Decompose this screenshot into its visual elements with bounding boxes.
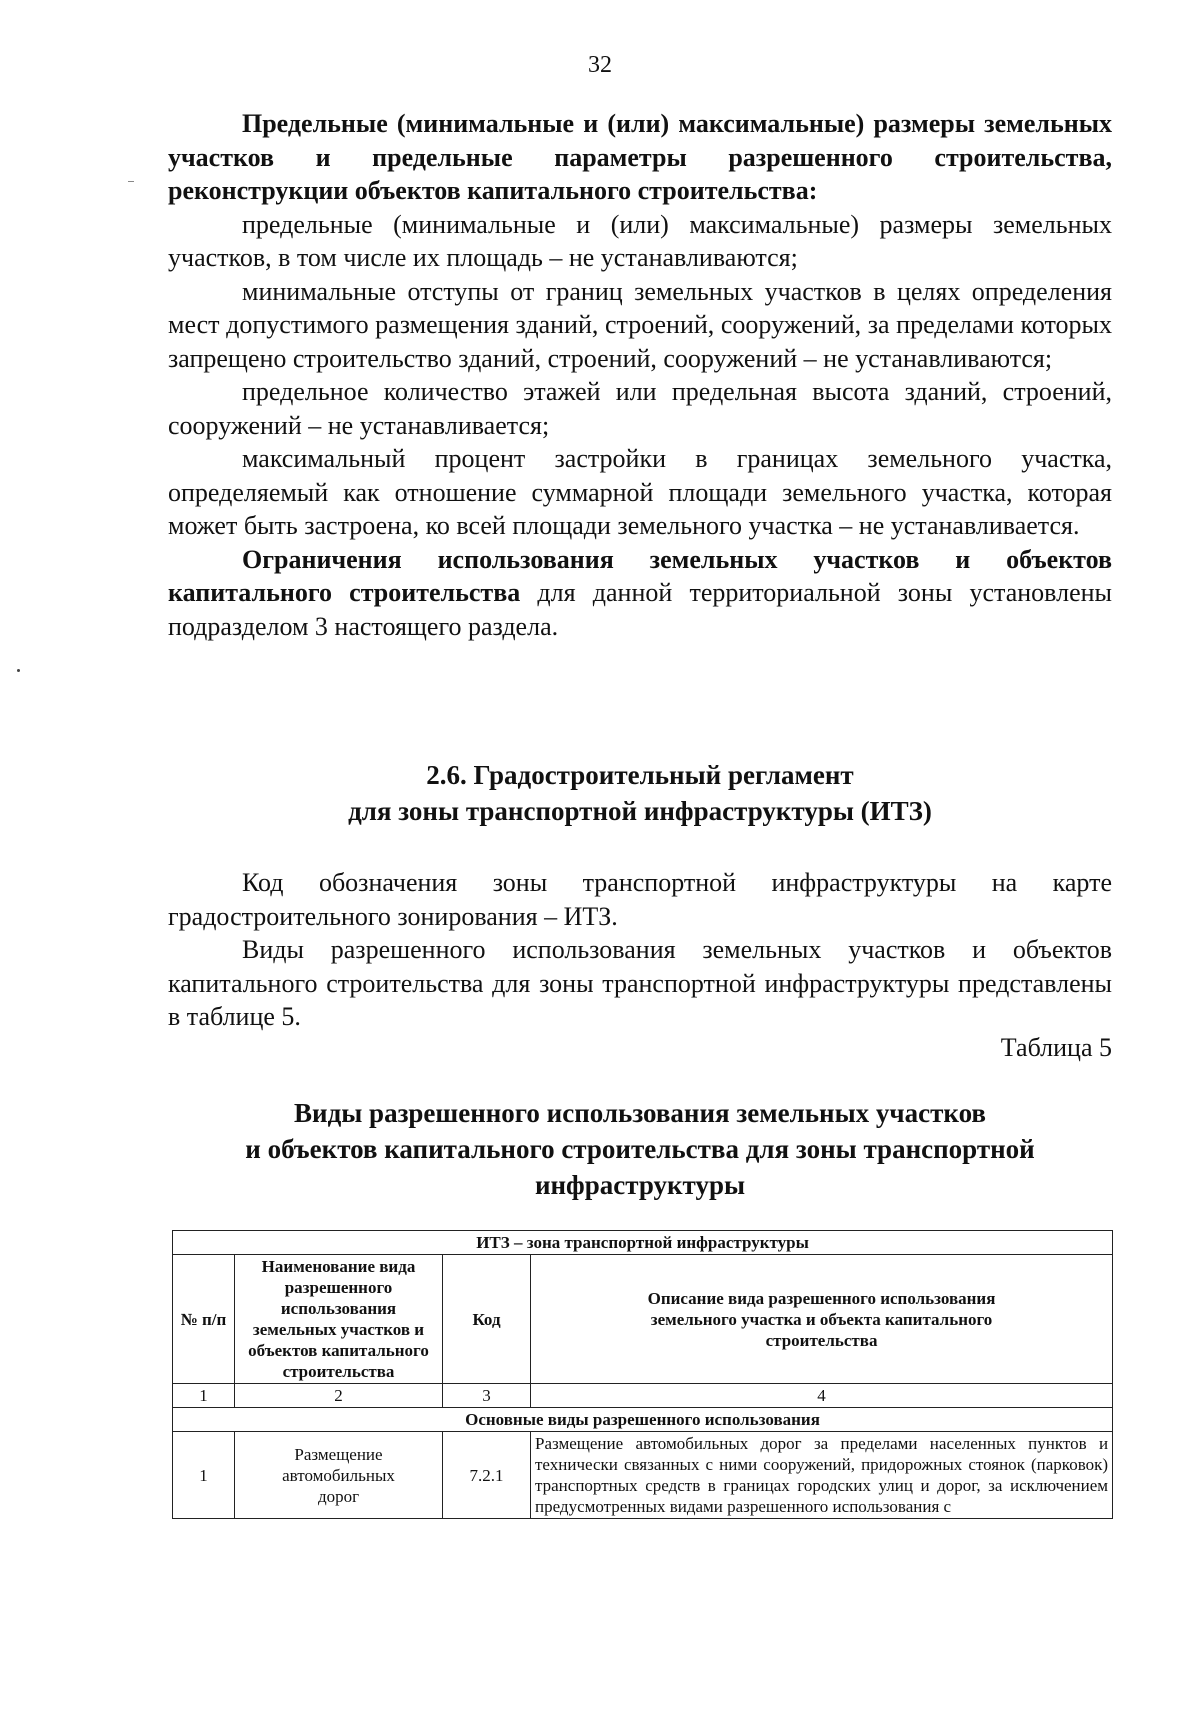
- table-title-line2: и объектов капитального строительства для зоны транспортной: [245, 1134, 1035, 1164]
- row-num: 1: [173, 1432, 235, 1519]
- col-number-1: 1: [173, 1384, 235, 1408]
- scan-artifact-tick: [128, 181, 134, 182]
- row-name: Размещение автомобильных дорог: [235, 1432, 443, 1519]
- table-column-number-row: [173, 1384, 1113, 1408]
- col-header-description: Описание вида разрешенного использования земельного участка и объекта капитального строительства: [531, 1255, 1113, 1384]
- table-title-line3: инфраструктуры: [534, 1170, 746, 1200]
- intro-block: [168, 866, 1112, 1034]
- land-use-table: [172, 1230, 1113, 1519]
- section-heading: [168, 757, 1112, 829]
- table-zone-header-row: [173, 1231, 1113, 1255]
- col-header-code: Код: [443, 1255, 531, 1384]
- table-title-line1: Виды разрешенного использования земельных участков: [294, 1098, 986, 1128]
- paragraph-setbacks: минимальные отступы от границ земельных участков в целях определения мест допустимого размещения зданий, строений, сооружений, за пределами которых запрещено строительство зданий, строений, сооружений – не устанавливаются;: [168, 276, 1112, 373]
- page-number: 32: [588, 52, 612, 78]
- col-header-num: № п/п: [173, 1255, 235, 1384]
- paragraph-floors: предельное количество этажей или предельная высота зданий, строений, сооружений – не устанавливается;: [168, 377, 1112, 440]
- restrictions-bold-text: Ограничения использования земельных участков и объектов капитального строительства: [168, 544, 1112, 607]
- restrictions-text: для данной территориальной зоны установлены подразделом 3 настоящего раздела.: [168, 578, 1112, 641]
- table-column-header-row: [173, 1255, 1113, 1384]
- table-label: Таблица 5: [1000, 1033, 1112, 1062]
- paragraph-zone-code: Код обозначения зоны транспортной инфраструктуры на карте градостроительного зонирования – ИТЗ.: [168, 868, 1112, 931]
- row-code: 7.2.1: [443, 1432, 531, 1519]
- paragraph-parameters-heading: Предельные (минимальные и (или) максимальные) размеры земельных участков и предельные параметры разрешенного строительства, реконструкции объектов капитального строительства:: [168, 109, 1112, 205]
- paragraph-table-reference: Виды разрешенного использования земельных участков и объектов капитального строительства для зоны транспортной инфраструктуры представлены в таблице 5.: [168, 935, 1112, 1031]
- scan-artifact-dot: [17, 669, 20, 672]
- regulation-parameters-block: [168, 107, 1112, 643]
- col-number-4: 4: [531, 1384, 1113, 1408]
- row-description: Размещение автомобильных дорог за пределами населенных пунктов и технически связанных с ними сооружений, придорожных стоянок (парковок) транспортных средств в границах городских улиц и дорог, за исключением предусмотренных видами разрешенного использования с: [531, 1432, 1113, 1519]
- col-header-name: Наименование вида разрешенного использования земельных участков и объектов капитального строительства: [235, 1255, 443, 1384]
- table-section-row: [173, 1408, 1113, 1432]
- col-number-2: 2: [235, 1384, 443, 1408]
- paragraph-plot-sizes: предельные (минимальные и (или) максимальные) размеры земельных участков, в том числе их площадь – не устанавливаются;: [168, 209, 1112, 272]
- table-section-header: Основные виды разрешенного использования: [173, 1408, 1113, 1432]
- table-row: [173, 1432, 1113, 1519]
- paragraph-building-percentage: максимальный процент застройки в границах земельного участка, определяемый как отношение суммарной площади земельного участка, которая может быть застроена, ко всей площади земельного участка – не устанавливается.: [168, 444, 1112, 540]
- table-title: [168, 1095, 1112, 1203]
- table-zone-header: ИТЗ – зона транспортной инфраструктуры: [173, 1231, 1113, 1255]
- section-heading-line1: 2.6. Градостроительный регламент: [426, 760, 854, 790]
- paragraph-restrictions: [168, 543, 1112, 644]
- col-number-3: 3: [443, 1384, 531, 1408]
- section-heading-line2: для зоны транспортной инфраструктуры (ИТЗ): [348, 796, 932, 826]
